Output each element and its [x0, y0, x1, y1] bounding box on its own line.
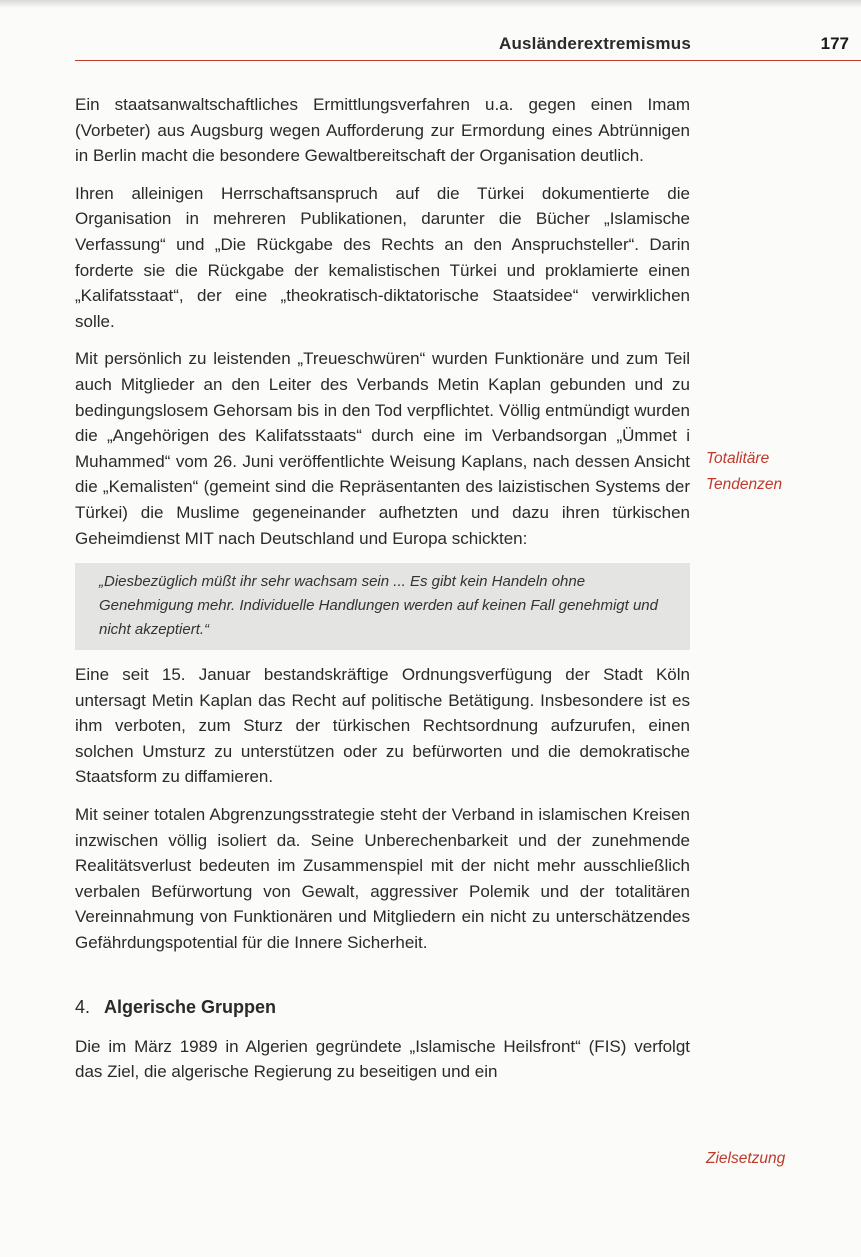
paragraph-abgrenzungsstrategie: Mit seiner totalen Abgrenzungsstrategie steht der Verband in islamischen Kreisen inzwischen völlig isoliert da. Seine Unberechenbarkeit und der zunehmende Realitätsverlust bedeuten im Zusammenspiel mit der nicht mehr ausschließlich verbalen Befürwortung von Gewalt, aggressiver Polemik und der totalitären Vereinnahmung von Funktionären und Mitgliedern ein nicht zu unterschätzendes Gefährdungspotential für die Innere Sicherheit.: [75, 805, 690, 953]
paragraph-ermittlungsverfahren: Ein staatsanwaltschaftliches Ermittlungsverfahren u.a. gegen einen Imam (Vorbeter) aus Augsburg wegen Aufforderung zur Ermordung eines Abtrünnigen in Berlin macht die besondere Gewaltbereitschaft der Organisation deutlich.: [75, 95, 690, 166]
paragraph-treueschwuere: Mit persönlich zu leistenden „Treueschwüren“ wurden Funktionäre und zum Teil auch Mitglieder an den Leiter des Verbands Metin Kaplan gebunden und zu bedingungslosem Gehorsam bis in den Tod verpflichtet. Völlig entmündigt wurden die „Angehörigen des Kalifatsstaats“ durch eine im Verbandsorgan „Ümmet i Muhammed“ vom 26. Juni veröffentlichte Weisung Kaplans, nach dessen Ansicht die „Kemalisten“ (gemeint sind die Repräsentanten des laizistischen Systems der Türkei) die Muslime gegeneinander aufhetzten und dazu ihren türkischen Geheimdienst MIT nach Deutschland und Europa schickten:: [75, 349, 690, 548]
running-header: [75, 32, 861, 61]
marginal-note-totalitaere: Totalitäre: [706, 450, 770, 467]
paragraph-fis: Die im März 1989 in Algerien gegründete „Islamische Heilsfront“ (FIS) verfolgt das Ziel, die algerische Regierung zu beseitigen und ein: [75, 1036, 690, 1082]
paragraph-ordnungsverfuegung: Eine seit 15. Januar bestandskräftige Ordnungsverfügung der Stadt Köln untersagt Metin Kaplan das Recht auf politische Betätigung. Insbesondere ist es ihm verboten, zum Sturz der türkischen Rechtsordnung aufzurufen, einen solchen Umsturz zu unterstützen oder zu befürworten und die demokratische Staatsform zu diffamieren.: [75, 665, 690, 787]
header-title: Ausländerextremismus: [498, 34, 691, 53]
section-heading: [75, 994, 690, 1020]
paragraph-herrschaftsanspruch: Ihren alleinigen Herrschaftsanspruch auf die Türkei dokumentierte die Organisation in mehreren Publikationen, darunter die Bücher „Islamische Verfassung“ und „Die Rückgabe des Rechts an den Anspruchsteller“. Darin forderte sie die Rückgabe der kemalistischen Türkei und proklamierte einen „Kalifatsstaat“, der eine „theokratisch-diktatorische Staatsidee“ verwirklichen solle.: [75, 183, 690, 331]
marginal-note-tendenzen: Tendenzen: [706, 476, 783, 493]
page-number: 177: [820, 34, 849, 53]
section-title: Algerische Gruppen: [104, 996, 277, 1017]
main-text: [75, 92, 690, 1097]
marginal-note-zielsetzung: Zielsetzung: [706, 1150, 786, 1167]
page-edge-shadow: [0, 0, 861, 8]
quote-block: „Diesbezüglich müßt ihr sehr wachsam sein ... Es gibt kein Handeln ohne Genehmigung mehr. Individuelle Handlungen werden auf keinen Fall genehmigt und nicht akzeptiert.“: [75, 563, 690, 650]
section-number: 4.: [75, 996, 91, 1017]
